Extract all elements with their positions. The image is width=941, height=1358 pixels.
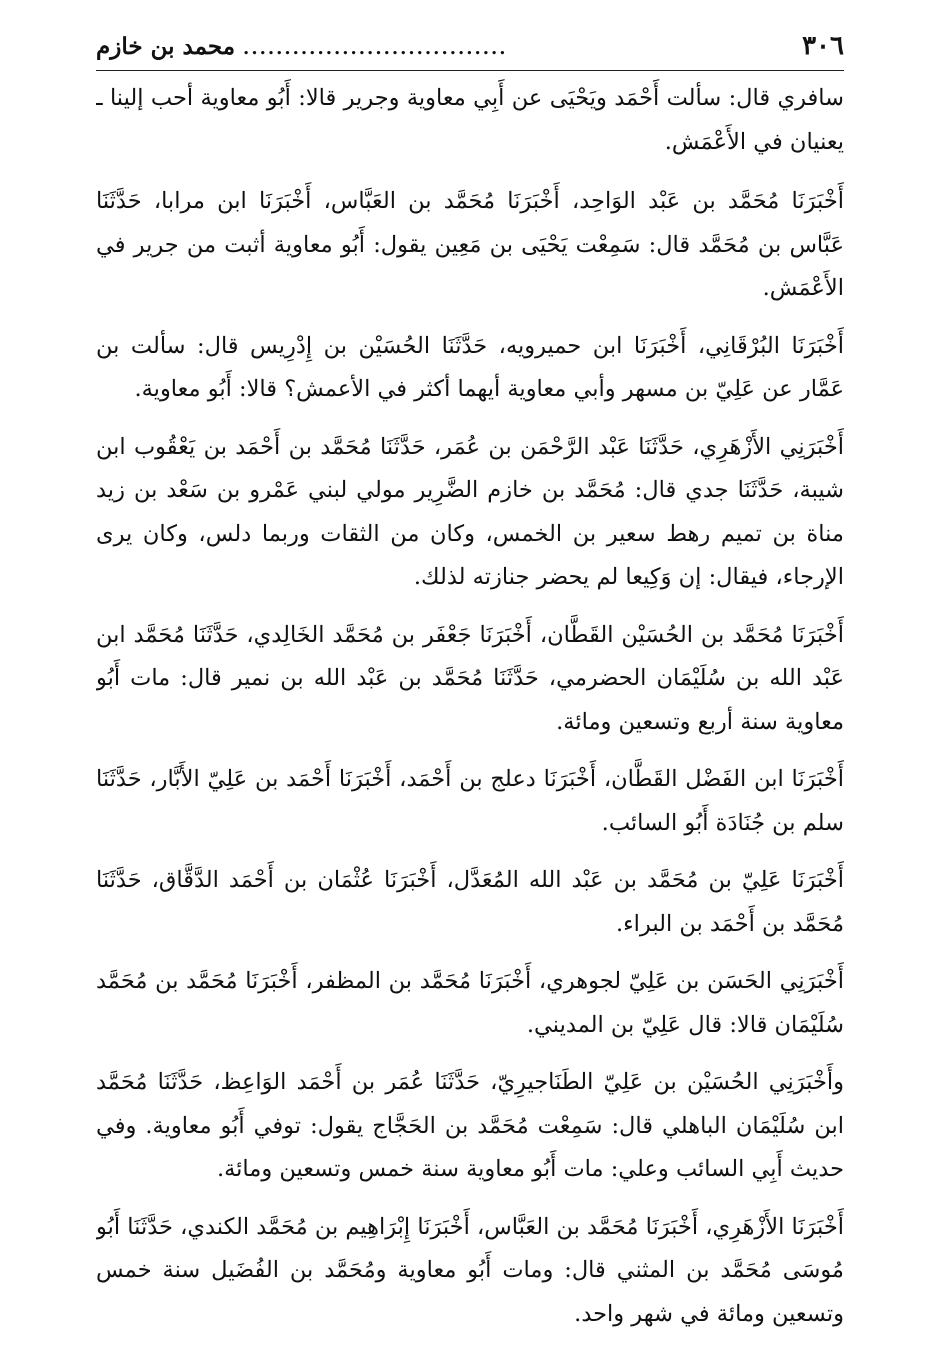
paragraph: أَخْبَرَنَا ابن الفَضْل القَطَّان، أَخْبَرَنَا دعلج بن أَحْمَد، أَخْبَرَنَا أَحْمَد بن عَلِيّ الأَبَّار، حَدَّثَنَا سلم بن جُنَادَة أَبُو السائب. [96, 766, 844, 836]
paragraph: أَخْبَرَنِي الحَسَن بن عَلِيّ لجوهري، أَخْبَرَنَا مُحَمَّد بن المظفر، أَخْبَرَنَا مُحَمَّد بن مُحَمَّد سُلَيْمَان قالا: قال عَلِيّ بن المديني. [96, 968, 844, 1038]
header-leader-dots: ................................ [243, 38, 508, 59]
paragraph: سافري قال: سألت أَحْمَد ويَحْيَى عن أَبِي معاوية وجرير قالا: أَبُو معاوية أحب إلينا ـ يعنيان في الأَعْمَش. [96, 85, 844, 155]
book-page [96, 28, 844, 1338]
paragraph: وأَخْبَرَنِي الحُسَيْن بن عَلِيّ الطَنَاجيرِيّ، حَدَّثَنَا عُمَر بن أَحْمَد الوَاعِظ، حَدَّثَنَا مُحَمَّد ابن سُلَيْمَان الباهلي قال: سَمِعْت مُحَمَّد بن الحَجَّاج يقول: توفي أَبُو معاوية. وفي حديث أَبِي السائب وعلي: مات أَبُو معاوية سنة خمس وتسعين ومائة. [96, 1069, 844, 1182]
page-number: ٣٠٦ [802, 31, 844, 61]
running-title: محمد بن خازم [96, 33, 236, 60]
paragraph: أَخْبَرَنَا البُرْقَانِي، أَخْبَرَنَا ابن حميرويه، حَدَّثَنَا الحُسَيْن بن إِدْرِيس قال: سألت بن عَمَّار عن عَلِيّ بن مسهر وأبي معاوية أيهما أكثر في الأعمش؟ قالا: أَبُو معاوية. [96, 332, 844, 402]
body-text [96, 77, 844, 1336]
paragraph: أَخْبَرَنِي الأَزْهَرِي، حَدَّثَنَا عَبْد الرَّحْمَن بن عُمَر، حَدَّثَنَا مُحَمَّد بن أَحْمَد بن يَعْقُوب ابن شيبة، حَدَّثَنَا جدي قال: مُحَمَّد بن خازم الضَّرِير مولي لبني عَمْرو بن سَعْد بن زيد مناة بن تميم رهط سعير بن الخمس، وكان من الثقات وربما دلس، وكان يرى الإرجاء، فيقال: إن وَكِيعا لم يحضر جنازته لذلك. [96, 433, 844, 590]
paragraph: أَخْبَرَنَا مُحَمَّد بن الحُسَيْن القَطَّان، أَخْبَرَنَا جَعْفَر بن مُحَمَّد الخَالِدي، حَدَّثَنَا مُحَمَّد ابن عَبْد الله بن سُلَيْمَان الحضرمي، حَدَّثَنَا مُحَمَّد بن عَبْد الله بن نمير قال: مات أَبُو معاوية سنة أربع وتسعين ومائة. [96, 621, 844, 735]
page-header [96, 28, 844, 71]
paragraph: أَخْبَرَنَا الأَزْهَرِي، أَخْبَرَنَا مُحَمَّد بن العَبَّاس، أَخْبَرَنَا إِبْرَاهِيم بن مُحَمَّد الكندي، حَدَّثَنَا أَبُو مُوسَى مُحَمَّد بن المثني قال: ومات أَبُو معاوية ومُحَمَّد بن الفُضَيل سنة خمس وتسعين ومائة في شهر واحد. [96, 1213, 844, 1327]
paragraph: أَخْبَرَنَا مُحَمَّد بن عَبْد الوَاحِد، أَخْبَرَنَا مُحَمَّد بن العَبَّاس، أَخْبَرَنَا ابن مرابا، حَدَّثَنَا عَبَّاس بن مُحَمَّد قال: سَمِعْت يَحْيَى بن مَعِين يقول: أَبُو معاوية أثبت من جرير في الأَعْمَش. [96, 188, 844, 301]
paragraph: أَخْبَرَنَا عَلِيّ بن مُحَمَّد بن عَبْد الله المُعَدَّل، أَخْبَرَنَا عُثْمَان بن أَحْمَد الدَّقَّاق، حَدَّثَنَا مُحَمَّد بن أَحْمَد بن البراء. [96, 867, 844, 937]
